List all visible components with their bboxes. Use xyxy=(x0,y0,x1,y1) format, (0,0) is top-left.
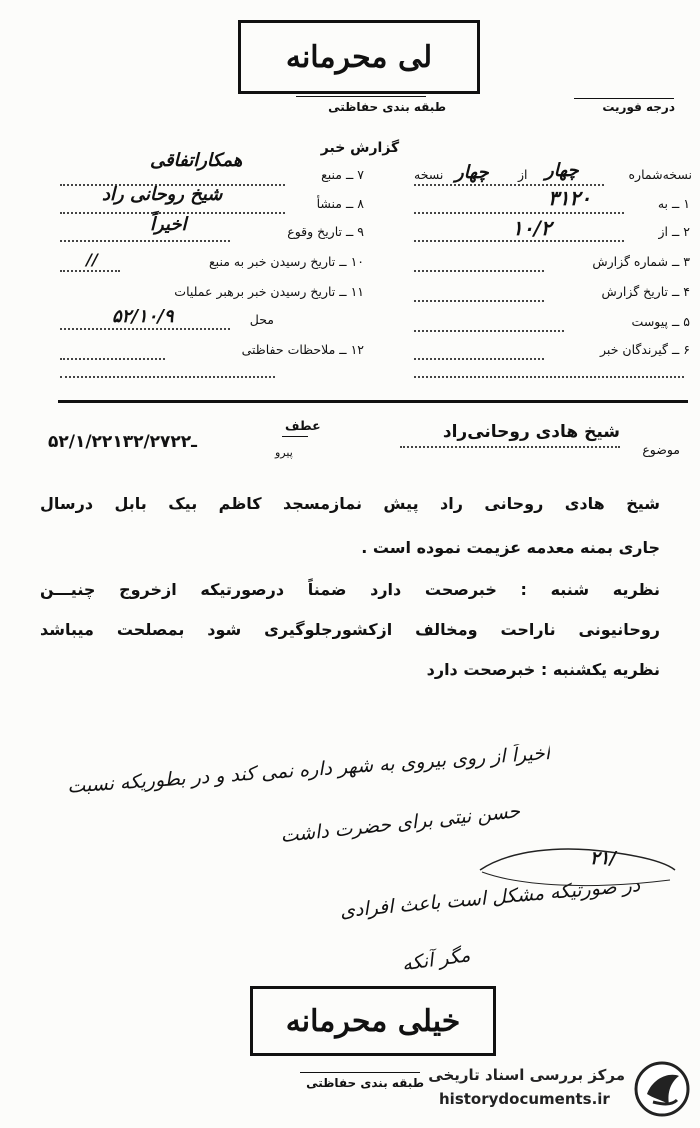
urgency-label: درجه فوریت xyxy=(602,100,675,114)
security-notes-dots-2 xyxy=(60,376,275,378)
classification-stamp-top: لی محرمانه xyxy=(238,20,480,94)
copy-total-hand: چهار xyxy=(455,162,489,183)
subject-dots xyxy=(400,446,620,448)
section-divider xyxy=(58,400,688,403)
ref-label: عطف xyxy=(285,418,321,433)
ref-value: ۵۲/۱/۲۲ـ۱۳۲/۲۷۲۲ xyxy=(48,432,197,452)
report-date-dots xyxy=(414,300,544,302)
ref-underline xyxy=(282,436,308,437)
attachment-dots xyxy=(414,330,564,332)
receipt-by-source-hand: // xyxy=(86,250,98,269)
ref-label-2: پیرو xyxy=(275,446,293,459)
origin-hand: شیخ روحانی راد xyxy=(102,184,223,205)
to-dots xyxy=(414,212,624,214)
copy-word-label: نسخه xyxy=(414,167,444,182)
body-line: نظریه شنبه : خبرصحت دارد ضمناً درصورتیکه ازخروج چنیـــن xyxy=(40,580,660,599)
place-dots xyxy=(60,328,230,330)
to-label: ۱ ــ به xyxy=(657,196,690,211)
copy-value-hand: چهار xyxy=(545,160,579,181)
from-hand: ۱۰/۲ xyxy=(512,216,552,240)
recipients-dots xyxy=(414,358,544,360)
classification-label-bottom: طبقه بندی حفاظتی xyxy=(306,1076,424,1090)
body-line: روحانیونی ناراحت ومخالف ازکشورجلوگیری شود بمصلحت میباشد xyxy=(40,620,660,639)
classification-underline-top xyxy=(296,96,426,97)
occurrence-dots xyxy=(60,240,230,242)
receipt-by-source-dots xyxy=(60,270,120,272)
origin-label: ۸ ــ منشأ xyxy=(316,196,364,211)
watermark-logo-icon xyxy=(633,1060,691,1118)
signature: ۲۱/ xyxy=(590,848,616,869)
place-label: محل xyxy=(249,312,274,327)
subject-label: موضوع xyxy=(642,442,680,457)
security-notes-label: ۱۲ ــ ملاحظات حفاظتی xyxy=(241,342,364,357)
from-label: ۲ ــ از xyxy=(658,224,690,239)
copy-number-label: نسخه‌شماره xyxy=(628,167,692,182)
handwritten-line: اخیراً از روی بیروی به شهر داره نمی کند و در بطوریکه نسبت xyxy=(66,742,551,798)
body-line: شیخ هادی روحانی راد پیش نمازمسجد کاظم بیک بابل درسال xyxy=(40,494,660,513)
occurrence-hand: اخیراً xyxy=(150,214,187,235)
signature-mark xyxy=(470,830,680,900)
body-line: جاری بمنه معدمه عزیمت نموده است . xyxy=(361,538,660,557)
handwritten-line: در صورتیکه مشکل است باعث افرادی xyxy=(339,874,641,923)
receipt-by-chief-label: ۱۱ ــ تاریخ رسیدن خبر برهبر عملیات xyxy=(174,284,364,299)
place-hand: ۵۲/۱۰/۹ xyxy=(112,306,174,327)
copy-of-label: از xyxy=(518,167,528,182)
report-title: گزارش خبر xyxy=(320,140,400,156)
source-hand: همکاراتفاقی xyxy=(150,150,243,171)
recipients-label: ۶ ــ گیرندگان خبر xyxy=(600,342,690,357)
watermark xyxy=(425,1060,695,1120)
from-dots xyxy=(414,240,624,242)
report-date-label: ۴ ــ تاریخ گزارش xyxy=(601,284,690,299)
occurrence-date-label: ۹ ــ تاریخ وقوع xyxy=(287,224,364,239)
attachment-label: ۵ ــ پیوست xyxy=(631,314,690,329)
to-hand: ۳۱۲۰ xyxy=(548,186,591,210)
watermark-url: historydocuments.ir xyxy=(439,1090,610,1108)
recipients-dots-2 xyxy=(414,376,684,378)
classification-label-top: طبقه بندی حفاظتی xyxy=(328,100,446,114)
body-line: نظریه یکشنبه : خبرصحت دارد xyxy=(426,660,660,679)
handwritten-line: مگر آنکه xyxy=(400,944,472,976)
report-number-label: ۳ ــ شماره گزارش xyxy=(592,254,690,269)
report-number-dots xyxy=(414,270,544,272)
watermark-title: مرکز بررسی اسناد تاریخی xyxy=(428,1066,625,1084)
receipt-by-source-label: ۱۰ ــ تاریخ رسیدن خبر به منبع xyxy=(209,254,364,269)
subject-value: شیخ هادی روحانی‌راد xyxy=(442,422,620,442)
urgency-underline xyxy=(574,98,674,99)
source-label: ۷ ــ منبع xyxy=(321,167,364,182)
classification-stamp-bottom: خیلی محرمانه xyxy=(250,986,496,1056)
handwritten-line: حسن نیتی برای حضرت داشت xyxy=(279,800,522,848)
security-notes-dots xyxy=(60,358,165,360)
classification-underline-bottom xyxy=(300,1072,420,1073)
